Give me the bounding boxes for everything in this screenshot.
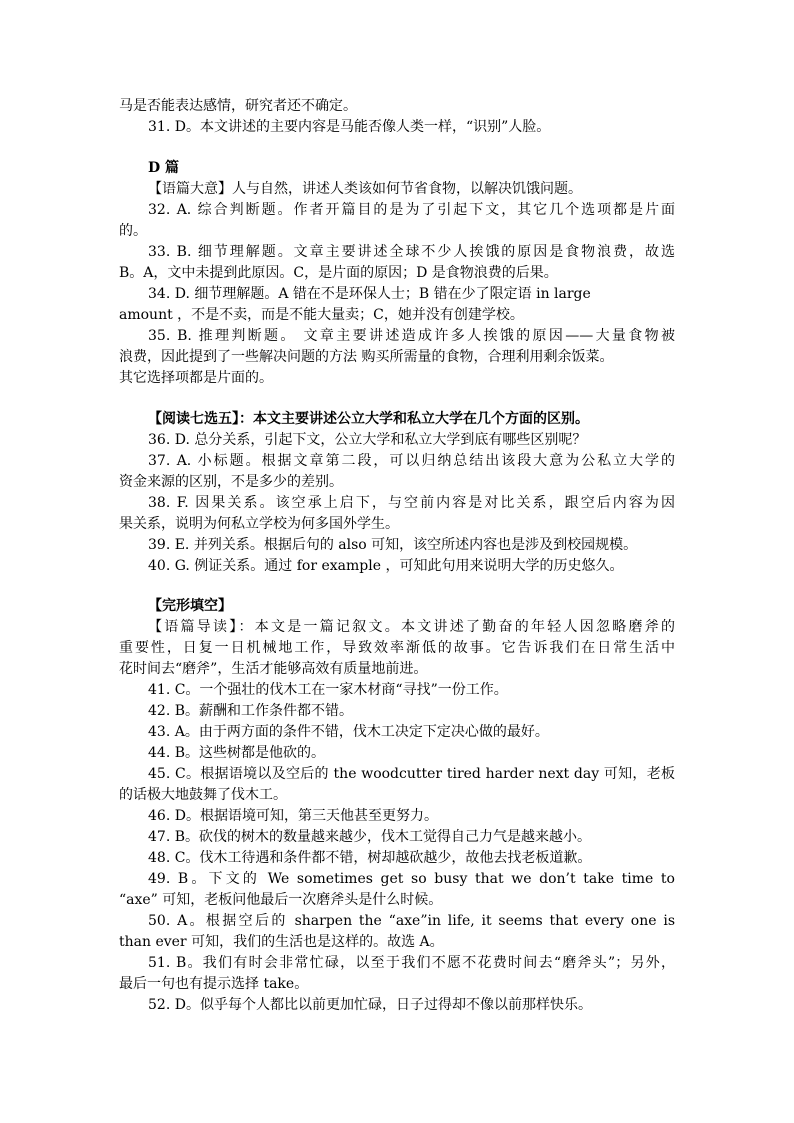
section-heading-seven-choose-five: 【阅读七选五】：本文主要讲述公立大学和私立大学在几个方面的区别。	[148, 411, 589, 427]
answer-41: 41. C。一个强壮的伐木工在一家木材商“寻找”一份工作。	[148, 682, 508, 698]
answer-51: 51. B。我们有时会非常忙碌，以至于我们不愿不花费时间去“磨斧头”；另外，	[148, 955, 675, 971]
text-line: 马是否能表达感情，研究者还不确定。	[119, 98, 357, 114]
answer-31: 31. D。本文讲述的主要内容是马能否像人类一样，“识别”人脸。	[148, 119, 551, 135]
cloze-summary: 【语篇导读】：本文是一篇记叙文。本文讲述了勤奋的年轻人因忽略磨斧的	[148, 619, 675, 635]
answer-42: 42. B。薪酬和工作条件都不错。	[148, 703, 354, 719]
answer-33: 33. B. 细节理解题。文章主要讲述全球不少人挨饿的原因是食物浪费，故选	[148, 244, 675, 260]
text-line: “axe” 可知，老板问他最后一次磨斧头是什么时候。	[119, 892, 443, 908]
answer-36: 36. D. 总分关系，引起下文，公立大学和私立大学到底有哪些区别呢？	[148, 432, 587, 448]
summary-d: 【语篇大意】人与自然，讲述人类该如何节省食物，以解决饥饿问题。	[148, 181, 582, 197]
answer-32: 32. A. 综合判断题。作者开篇目的是为了引起下文，其它几个选项都是片面	[148, 202, 675, 218]
answer-47: 47. B。砍伐的树木的数量越来越少，伐木工觉得自己力气是越来越小。	[148, 829, 592, 845]
answer-43: 43. A。由于两方面的条件不错，伐木工决定下定决心做的最好。	[148, 724, 549, 740]
text-line: 资金来源的区别，不是多少的差别。	[119, 474, 343, 490]
answer-37: 37. A. 小标题。根据文章第二段，可以归纳总结出该段大意为公私立大学的	[148, 453, 675, 469]
answer-48: 48. C。伐木工待遇和条件都不错，树却越砍越少，故他去找老板道歉。	[148, 850, 592, 866]
answer-44: 44. B。这些树都是他砍的。	[148, 745, 326, 761]
section-heading-d: D 篇	[148, 160, 180, 176]
text-line: 的话极大地鼓舞了伐木工。	[119, 787, 287, 803]
text-line: 其它选择项都是片面的。	[119, 370, 273, 386]
text-line: 花时间去“磨斧”，生活才能够高效有质量地前进。	[119, 661, 428, 677]
text-line: 最后一句也有提示选择 take。	[119, 976, 309, 992]
text-line: 的。	[119, 223, 147, 239]
answer-40: 40. G. 例证关系。通过 for example ，可知此句用来说明大学的历史悠久。	[148, 558, 624, 574]
answer-35: 35. B. 推理判断题。 文章主要讲述造成许多人挨饿的原因——大量食物被	[148, 328, 675, 344]
section-heading-cloze: 【完形填空】	[148, 598, 232, 614]
answer-38: 38. F. 因果关系。该空承上启下，与空前内容是对比关系，跟空后内容为因	[148, 495, 675, 511]
answer-50: 50. A。根据空后的 sharpen the “axe”in life, it seems that every one is	[148, 913, 675, 929]
text-line: than ever 可知，我们的生活也是这样的。故选 A。	[119, 934, 444, 950]
answer-52: 52. D。似乎每个人都比以前更加忙碌，日子过得却不像以前那样快乐。	[148, 997, 592, 1013]
text-line: 果关系，说明为何私立学校为何多国外学生。	[119, 516, 399, 532]
text-line: B。A，文中未提到此原因。C，是片面的原因；D 是食物浪费的后果。	[119, 265, 558, 281]
answer-46: 46. D。根据语境可知，第三天他甚至更努力。	[148, 808, 438, 824]
answer-45: 45. C。根据语境以及空后的 the woodcutter tired harder next day 可知，老板	[148, 766, 675, 782]
answer-49: 49. B。下文的 We sometimes get so busy that we don’t take time to	[148, 871, 675, 887]
answer-39: 39. E. 并列关系。根据后句的 also 可知，该空所述内容也是涉及到校园规模。	[148, 537, 638, 553]
text-line: 浪费，因此提到了一些解决问题的方法 购买所需量的食物，合理利用剩余饭菜。	[119, 349, 614, 365]
text-line: 重要性，日复一日机械地工作，导致效率渐低的故事。它告诉我们在日常生活中	[119, 640, 675, 656]
text-line: amount ，不是不卖，而是不能大量卖；C，她并没有创建学校。	[119, 307, 524, 323]
answer-34: 34. D. 细节理解题。A 错在不是环保人士；B 错在少了限定语 in large	[148, 286, 591, 302]
